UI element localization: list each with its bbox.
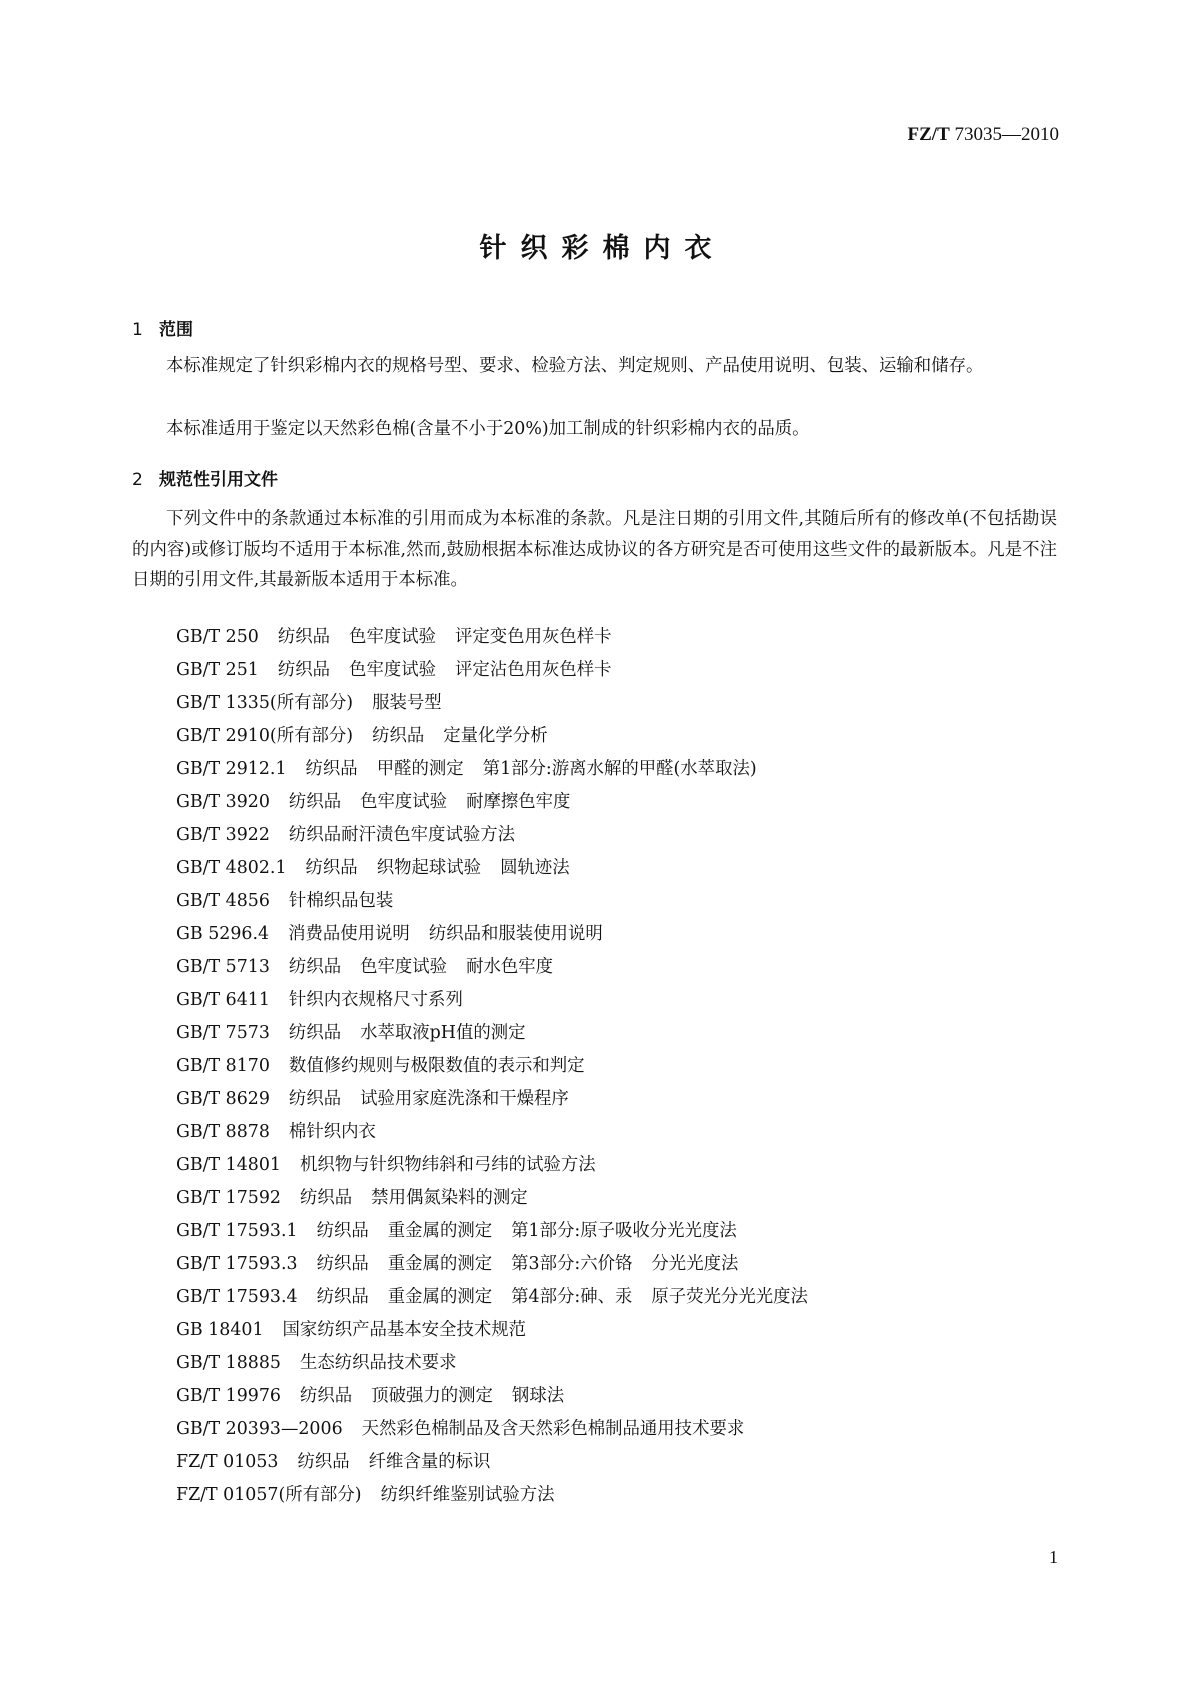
reference-code: FZ/T 01057(所有部分) <box>176 1485 362 1505</box>
reference-code: FZ/T 01053 <box>176 1452 279 1472</box>
reference-title-part: 第4部分:砷、汞 <box>511 1287 633 1307</box>
reference-item <box>176 1182 827 1215</box>
reference-item <box>176 1050 827 1083</box>
standard-prefix: FZ/T <box>907 124 950 145</box>
reference-title-part: 水萃取液pH值的测定 <box>360 1023 526 1043</box>
reference-code: GB/T 14801 <box>176 1155 281 1175</box>
reference-title-part: 纺织品 <box>305 759 358 779</box>
reference-item <box>176 951 827 984</box>
reference-title-part: 纺织品 <box>372 726 425 746</box>
reference-title-part: 色牢度试验 <box>360 792 448 812</box>
reference-item <box>176 786 827 819</box>
standard-code <box>908 124 1059 146</box>
reference-title-part: 分光光度法 <box>651 1254 739 1274</box>
reference-code: GB/T 7573 <box>176 1023 270 1043</box>
reference-item <box>176 918 827 951</box>
reference-title-part: 第3部分:六价铬 <box>511 1254 633 1274</box>
reference-item <box>176 1248 827 1281</box>
reference-title-part: 耐水色牢度 <box>466 957 554 977</box>
reference-title-part: 评定沾色用灰色样卡 <box>455 660 612 680</box>
reference-code: GB/T 8629 <box>176 1089 270 1109</box>
reference-title-part: 纺织品耐汗渍色牢度试验方法 <box>288 825 516 845</box>
paragraph-references-intro: 下列文件中的条款通过本标准的引用而成为本标准的条款。凡是注日期的引用文件,其随后所有的修改单(不包括勘误的内容)或修订版均不适用于本标准,然而,鼓励根据本标准达成协议的各方研究是否可使用这些文件的最新版本。凡是不注日期的引用文件,其最新版本适用于本标准。 <box>132 509 1057 590</box>
reference-code: GB/T 251 <box>176 660 259 680</box>
reference-title-part: 禁用偶氮染料的测定 <box>371 1188 528 1208</box>
reference-title-part: 色牢度试验 <box>360 957 448 977</box>
reference-title-part: 纺织品 <box>316 1287 369 1307</box>
section-number: 2 <box>132 470 143 490</box>
reference-title-part: 服装号型 <box>372 693 442 713</box>
reference-code: GB/T 5713 <box>176 957 270 977</box>
standard-number: 73035—2010 <box>954 124 1059 145</box>
reference-title-part: 纺织品 <box>288 1023 342 1043</box>
reference-code: GB 18401 <box>176 1320 264 1340</box>
reference-item <box>176 1446 827 1479</box>
reference-title-part: 机织物与针织物纬斜和弓纬的试验方法 <box>299 1155 596 1175</box>
document-title: 针织彩棉内衣 <box>479 233 726 264</box>
reference-item <box>176 753 827 786</box>
reference-code: GB/T 19976 <box>176 1386 281 1406</box>
reference-code: GB/T 6411 <box>176 990 270 1010</box>
reference-title-part: 针织内衣规格尺寸系列 <box>288 990 463 1010</box>
reference-item <box>176 1413 827 1446</box>
reference-code: GB/T 17592 <box>176 1188 281 1208</box>
reference-title-part: 纺织品 <box>277 627 331 647</box>
section-title: 范围 <box>159 320 193 340</box>
reference-title-part: 重金属的测定 <box>387 1287 493 1307</box>
reference-title-part: 定量化学分析 <box>443 726 548 746</box>
reference-item <box>176 819 827 852</box>
reference-title-part: 消费品使用说明 <box>288 924 410 944</box>
reference-item <box>176 654 827 687</box>
reference-code: GB/T 17593.3 <box>176 1254 298 1274</box>
reference-item <box>176 720 827 753</box>
reference-title-part: 纺织品 <box>299 1386 353 1406</box>
reference-item <box>176 1149 827 1182</box>
reference-code: GB/T 1335(所有部分) <box>176 693 354 713</box>
page-number: 1 <box>1049 1547 1058 1567</box>
reference-code: GB/T 18885 <box>176 1353 281 1373</box>
reference-title-part: 圆轨迹法 <box>500 858 570 878</box>
reference-title-part: 原子荧光分光光度法 <box>651 1287 808 1307</box>
paragraph-scope-2: 本标准适用于鉴定以天然彩色棉(含量不小于20%)加工制成的针织彩棉内衣的品质。 <box>166 419 810 439</box>
reference-item <box>176 1215 827 1248</box>
reference-item <box>176 687 827 720</box>
reference-title-part: 纺织品 <box>277 660 331 680</box>
reference-title-part: 纤维含量的标识 <box>368 1452 491 1472</box>
reference-item <box>176 1017 827 1050</box>
reference-title-part: 第1部分:原子吸收分光光度法 <box>511 1221 737 1241</box>
reference-title-part: 色牢度试验 <box>349 627 437 647</box>
reference-title-part: 纺织品 <box>316 1254 369 1274</box>
reference-title-part: 甲醛的测定 <box>376 759 464 779</box>
reference-title-part: 评定变色用灰色样卡 <box>455 627 612 647</box>
reference-code: GB/T 3920 <box>176 792 270 812</box>
reference-title-part: 钢球法 <box>511 1386 565 1406</box>
reference-item <box>176 1314 827 1347</box>
reference-item <box>176 1380 827 1413</box>
reference-title-part: 试验用家庭洗涤和干燥程序 <box>360 1089 569 1109</box>
reference-title-part: 第1部分:游离水解的甲醛(水萃取法) <box>482 759 757 779</box>
reference-title-part: 纺织品和服装使用说明 <box>428 924 603 944</box>
reference-code: GB/T 8170 <box>176 1056 270 1076</box>
reference-code: GB/T 20393—2006 <box>176 1419 343 1439</box>
section-number: 1 <box>132 320 143 340</box>
section-heading-scope <box>132 315 193 340</box>
reference-code: GB/T 250 <box>176 627 259 647</box>
reference-title-part: 生态纺织品技术要求 <box>299 1353 457 1373</box>
reference-title-part: 纺织品 <box>288 957 342 977</box>
reference-code: GB/T 17593.1 <box>176 1221 298 1241</box>
reference-item <box>176 1347 827 1380</box>
reference-code: GB/T 4802.1 <box>176 858 287 878</box>
reference-title-part: 天然彩色棉制品及含天然彩色棉制品通用技术要求 <box>361 1419 745 1439</box>
reference-title-part: 纺织品 <box>297 1452 350 1472</box>
reference-title-part: 纺织品 <box>288 1089 342 1109</box>
reference-code: GB/T 4856 <box>176 891 270 911</box>
reference-list <box>176 621 827 1512</box>
reference-title-part: 纺织品 <box>288 792 342 812</box>
reference-title-part: 国家纺织产品基本安全技术规范 <box>282 1320 527 1340</box>
reference-title-part: 顶破强力的测定 <box>371 1386 493 1406</box>
reference-title-part: 针棉织品包装 <box>288 891 394 911</box>
reference-item <box>176 1479 827 1512</box>
reference-title-part: 织物起球试验 <box>376 858 482 878</box>
reference-title-part: 耐摩擦色牢度 <box>466 792 571 812</box>
reference-title-part: 纺织纤维鉴别试验方法 <box>380 1485 555 1505</box>
reference-item <box>176 1083 827 1116</box>
reference-code: GB/T 17593.4 <box>176 1287 298 1307</box>
reference-item <box>176 852 827 885</box>
reference-title-part: 纺织品 <box>316 1221 369 1241</box>
reference-item <box>176 984 827 1017</box>
reference-code: GB/T 8878 <box>176 1122 270 1142</box>
reference-title-part: 重金属的测定 <box>387 1254 493 1274</box>
reference-item <box>176 885 827 918</box>
reference-title-part: 重金属的测定 <box>387 1221 493 1241</box>
reference-item <box>176 1116 827 1149</box>
paragraph-scope-1: 本标准规定了针织彩棉内衣的规格号型、要求、检验方法、判定规则、产品使用说明、包装、运输和储存。 <box>166 356 984 376</box>
reference-title-part: 纺织品 <box>299 1188 353 1208</box>
reference-code: GB/T 3922 <box>176 825 270 845</box>
section-heading-references <box>132 465 278 490</box>
reference-title-part: 棉针织内衣 <box>288 1122 376 1142</box>
reference-title-part: 纺织品 <box>305 858 358 878</box>
section-title: 规范性引用文件 <box>159 470 278 490</box>
reference-item <box>176 1281 827 1314</box>
reference-code: GB 5296.4 <box>176 924 270 944</box>
reference-code: GB/T 2912.1 <box>176 759 287 779</box>
reference-code: GB/T 2910(所有部分) <box>176 726 354 746</box>
reference-item <box>176 621 827 654</box>
reference-title-part: 色牢度试验 <box>349 660 437 680</box>
reference-title-part: 数值修约规则与极限数值的表示和判定 <box>288 1056 585 1076</box>
